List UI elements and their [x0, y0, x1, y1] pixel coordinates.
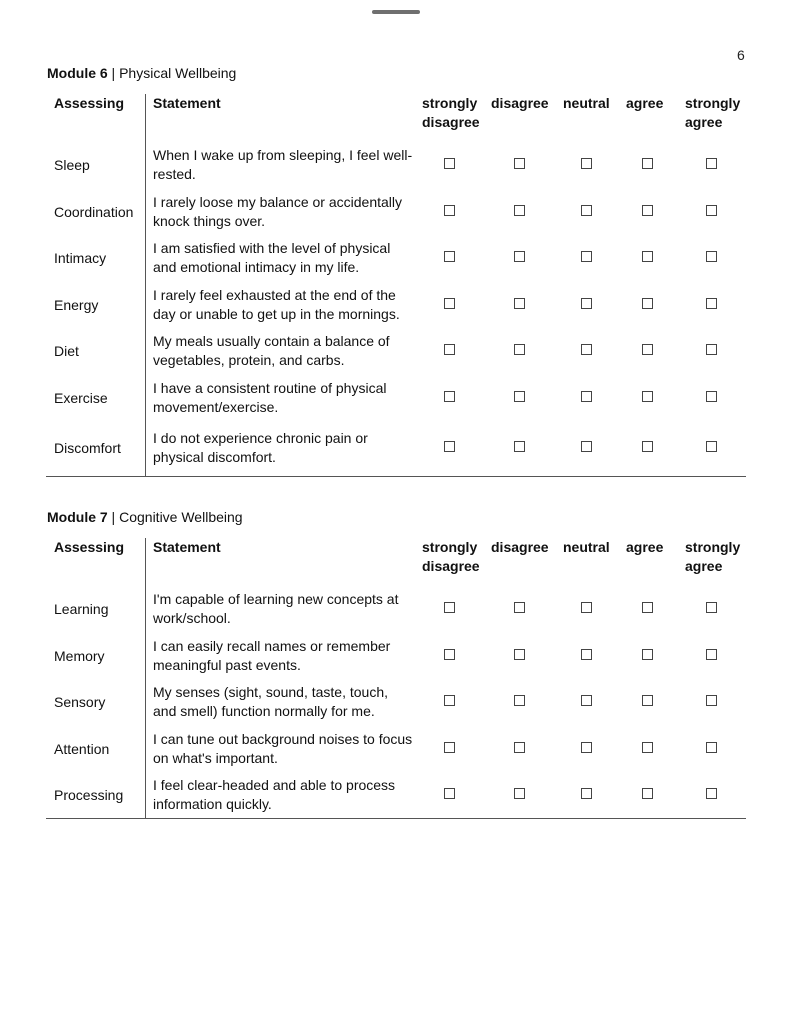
checkbox-disagree[interactable] [514, 344, 525, 355]
table-row [46, 330, 746, 376]
assessing-cell: Exercise [54, 390, 108, 406]
statement-cell: I do not experience chronic pain or physical discomfort. [153, 430, 368, 465]
checkbox-agree[interactable] [642, 788, 653, 799]
header-assessing: Assessing [54, 95, 125, 111]
statement-cell: When I wake up from sleeping, I feel well-rested. [153, 147, 413, 182]
checkbox-strongly-disagree[interactable] [444, 391, 455, 402]
checkbox-strongly-disagree[interactable] [444, 742, 455, 753]
table-row [46, 377, 746, 423]
table-row [46, 681, 746, 727]
header-assessing: Assessing [54, 539, 125, 555]
header-agree: agree [626, 95, 664, 111]
header-line: strongly [422, 539, 478, 555]
module-7-table [46, 538, 746, 819]
checkbox-strongly-disagree[interactable] [444, 298, 455, 309]
header-statement: Statement [153, 539, 221, 555]
checkbox-neutral[interactable] [581, 158, 592, 169]
checkbox-disagree[interactable] [514, 742, 525, 753]
module-separator: | [107, 509, 120, 525]
statement-cell: I can tune out background noises to focus on what's important. [153, 731, 413, 766]
checkbox-strongly-disagree[interactable] [444, 695, 455, 706]
assessing-cell: Learning [54, 601, 109, 617]
statement-cell: I can easily recall names or remember meaningful past events. [153, 638, 391, 673]
checkbox-strongly-disagree[interactable] [444, 441, 455, 452]
assessing-cell: Sleep [54, 157, 90, 173]
table-header [46, 94, 746, 144]
page-number: 6 [737, 47, 745, 63]
header-line: disagree [422, 558, 480, 574]
assessing-cell: Diet [54, 343, 79, 359]
checkbox-agree[interactable] [642, 205, 653, 216]
header-disagree: disagree [491, 539, 549, 555]
statement-cell: I have a consistent routine of physical movement/exercise. [153, 380, 387, 415]
header-line: agree [685, 558, 723, 574]
checkbox-disagree[interactable] [514, 788, 525, 799]
header-line: agree [685, 114, 723, 130]
assessing-cell: Energy [54, 297, 99, 313]
module-6-table [46, 94, 746, 477]
header-line: disagree [422, 114, 480, 130]
checkbox-strongly-agree[interactable] [706, 742, 717, 753]
table-header [46, 538, 746, 588]
checkbox-disagree[interactable] [514, 695, 525, 706]
checkbox-neutral[interactable] [581, 344, 592, 355]
checkbox-neutral[interactable] [581, 788, 592, 799]
checkbox-neutral[interactable] [581, 298, 592, 309]
checkbox-strongly-disagree[interactable] [444, 205, 455, 216]
checkbox-strongly-disagree[interactable] [444, 649, 455, 660]
checkbox-agree[interactable] [642, 158, 653, 169]
table-row [46, 427, 746, 473]
table-bottom-rule [46, 476, 746, 477]
checkbox-disagree[interactable] [514, 158, 525, 169]
header-strongly-agree [685, 94, 740, 132]
assessing-cell: Sensory [54, 694, 106, 710]
checkbox-strongly-agree[interactable] [706, 391, 717, 402]
statement-cell: I'm capable of learning new concepts at work/school. [153, 591, 399, 626]
table-row [46, 191, 746, 237]
module-6-title [47, 65, 236, 81]
checkbox-neutral[interactable] [581, 649, 592, 660]
header-strongly-disagree [422, 538, 480, 576]
checkbox-agree[interactable] [642, 742, 653, 753]
checkbox-strongly-disagree[interactable] [444, 251, 455, 262]
header-neutral: neutral [563, 95, 610, 111]
header-strongly-agree [685, 538, 740, 576]
assessing-cell: Memory [54, 648, 105, 664]
assessing-cell: Intimacy [54, 250, 107, 266]
module-name: Physical Wellbeing [119, 65, 237, 81]
checkbox-strongly-agree[interactable] [706, 602, 717, 613]
statement-cell: I rarely loose my balance or accidentally knock things over. [153, 194, 403, 229]
table-row [46, 237, 746, 283]
header-line: strongly [685, 95, 741, 111]
header-disagree: disagree [491, 95, 549, 111]
checkbox-disagree[interactable] [514, 205, 525, 216]
checkbox-disagree[interactable] [514, 391, 525, 402]
checkbox-neutral[interactable] [581, 251, 592, 262]
checkbox-strongly-agree[interactable] [706, 788, 717, 799]
header-neutral: neutral [563, 539, 610, 555]
checkbox-agree[interactable] [642, 298, 653, 309]
header-strongly-disagree [422, 94, 480, 132]
checkbox-strongly-disagree[interactable] [444, 788, 455, 799]
checkbox-disagree[interactable] [514, 441, 525, 452]
drag-handle[interactable] [372, 10, 420, 14]
checkbox-strongly-agree[interactable] [706, 205, 717, 216]
checkbox-neutral[interactable] [581, 391, 592, 402]
checkbox-agree[interactable] [642, 695, 653, 706]
header-line: strongly [422, 95, 478, 111]
checkbox-strongly-agree[interactable] [706, 298, 717, 309]
checkbox-neutral[interactable] [581, 695, 592, 706]
checkbox-disagree[interactable] [514, 251, 525, 262]
statement-cell: My meals usually contain a balance of vegetables, protein, and carbs. [153, 333, 390, 368]
module-7-title [47, 509, 243, 525]
checkbox-agree[interactable] [642, 602, 653, 613]
checkbox-disagree[interactable] [514, 298, 525, 309]
header-agree: agree [626, 539, 664, 555]
checkbox-agree[interactable] [642, 344, 653, 355]
checkbox-strongly-agree[interactable] [706, 441, 717, 452]
statement-cell: I rarely feel exhausted at the end of the day or unable to get up in the mornings. [153, 287, 400, 322]
checkbox-disagree[interactable] [514, 649, 525, 660]
statement-cell: I am satisfied with the level of physical and emotional intimacy in my life. [153, 240, 391, 275]
assessing-cell: Attention [54, 741, 110, 757]
module-name: Cognitive Wellbeing [119, 509, 243, 525]
checkbox-neutral[interactable] [581, 742, 592, 753]
checkbox-strongly-disagree[interactable] [444, 602, 455, 613]
table-row [46, 774, 746, 820]
table-row [46, 728, 746, 774]
table-row [46, 635, 746, 681]
header-statement: Statement [153, 95, 221, 111]
module-label: Module 7 [47, 509, 108, 525]
checkbox-strongly-agree[interactable] [706, 158, 717, 169]
table-row [46, 144, 746, 190]
checkbox-strongly-agree[interactable] [706, 649, 717, 660]
assessing-cell: Discomfort [54, 440, 121, 456]
checkbox-strongly-agree[interactable] [706, 251, 717, 262]
checkbox-strongly-disagree[interactable] [444, 158, 455, 169]
checkbox-disagree[interactable] [514, 602, 525, 613]
checkbox-agree[interactable] [642, 441, 653, 452]
checkbox-agree[interactable] [642, 649, 653, 660]
checkbox-strongly-agree[interactable] [706, 695, 717, 706]
checkbox-neutral[interactable] [581, 205, 592, 216]
module-separator: | [107, 65, 120, 81]
assessing-cell: Processing [54, 787, 124, 803]
table-row [46, 284, 746, 330]
module-label: Module 6 [47, 65, 108, 81]
checkbox-agree[interactable] [642, 251, 653, 262]
checkbox-strongly-agree[interactable] [706, 344, 717, 355]
assessing-cell: Coordination [54, 204, 134, 220]
checkbox-strongly-disagree[interactable] [444, 344, 455, 355]
header-line: strongly [685, 539, 741, 555]
statement-cell: My senses (sight, sound, taste, touch, and smell) function normally for me. [153, 684, 389, 719]
checkbox-agree[interactable] [642, 391, 653, 402]
table-row [46, 588, 746, 634]
statement-cell: I feel clear-headed and able to process information quickly. [153, 777, 396, 812]
checkbox-neutral[interactable] [581, 602, 592, 613]
checkbox-neutral[interactable] [581, 441, 592, 452]
